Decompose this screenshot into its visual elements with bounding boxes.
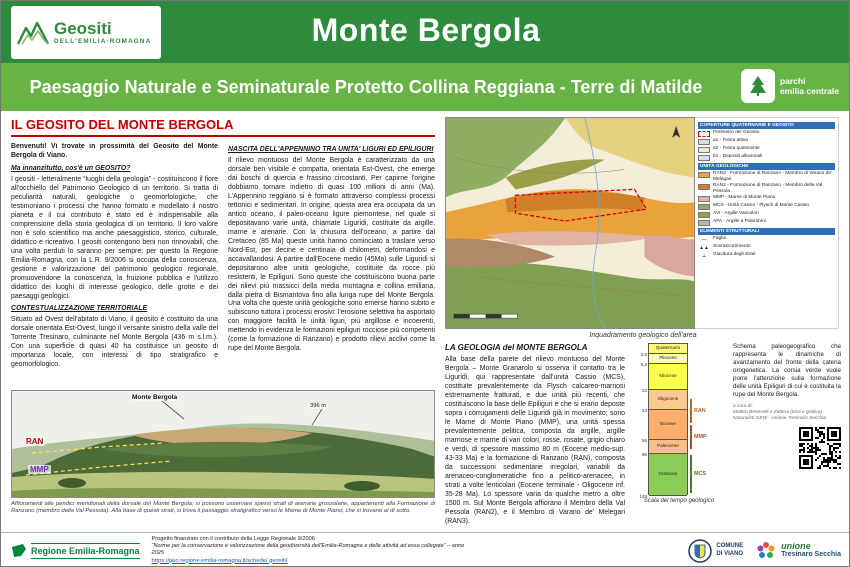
legend-item-label: a2 - Frana quiescente (713, 146, 760, 151)
legend-section-title: COPERTURE QUATERNARIE E GEOSITO (698, 122, 835, 129)
funding-line1: Progetto finanziato con il contributo della Legge Regionale 9/2006 (151, 535, 315, 542)
legend-item-label: Perimetro del Geosito (713, 130, 760, 135)
color-swatch (698, 220, 710, 226)
regione-emilia-romagna-logo (11, 543, 140, 559)
parchi-line1: parchi (779, 76, 806, 86)
legend-item (698, 195, 835, 202)
dip-symbol-icon: ⟂ (702, 253, 706, 260)
strat-ma-label: 23 (641, 388, 647, 393)
pine-tree-icon (741, 69, 775, 103)
strat-period-cell: Pliocene (649, 354, 687, 364)
strat-formation-marker: MCS (690, 455, 726, 493)
comune-line2: DI VIANO (716, 550, 744, 557)
geology-paragraph: Alla base della parete del rilievo montuoso del Monte Bergola – Monte Granarolo si osserva il contatto tra le Liguridi, qui rappresentate dall'unità Cassio (MCS), costituite prevalentemente da Flysch calcareo-marnosi estremamente fratturati, e due unità più recenti, che costituiscono la base delle Epiliguri e che si erano deposte sopra i corrugamenti delle Liguridi già in movimento; sono le Marne di Monte Piano (MMP), una unità spessa prevalentemente pelitica, composta da argille, argille marnose e marne di vari colori, rosse, rosate, grigio chiaro e verdi, di spessore massimo 80 m (Eocene medio-sup. 43-33 Ma) e la formazione di Ranzano (RAN), composta da successioni sedimentarie irregolari, variabili da arenaceo-conglomeratiche fino a pelitico-arenacee, in strati a volte lenticolari (Eocene terminale - Oligocene inf. 35-28 Ma). Lo spessore varia da qualche metro a oltre 1500 m. Sul Monte Bergola affiorano il Membro della Val Pessola (RAN2), e il Membro di Varano de' Melegari (RAN3). (445, 356, 625, 525)
elevation-label: 396 m (310, 403, 327, 409)
photo-caption: Affioramenti alle pendici meridionali della dorsale del Monte Bergola; si possono osservare spessi strati di arenarie grossolane, appartenenti alla Formazione di Ranzano (membro della Val Pessola). Alla base di questi strati, si trova il passaggio stratigrafico verso le Marne di Monte Piano, che si trovano al di sotto. (11, 501, 435, 515)
legend-item (698, 203, 835, 210)
strat-period-cell: Oligocene (649, 390, 687, 410)
legend-item (698, 183, 835, 194)
strat-ma-label: 5,3 (640, 362, 647, 367)
article-columns (11, 143, 435, 386)
map-caption: Inquadramento geologico dell'area (589, 332, 697, 339)
monte-bergola-photo (11, 390, 435, 498)
strat-column-figure (632, 343, 726, 504)
legend-item-label: Faglia (713, 236, 727, 242)
credits-line3: Naturalisti GEW - Unione Tresinaro Secchia (733, 416, 827, 422)
strat-units (639, 343, 688, 499)
comune-name (716, 543, 743, 557)
strat-period-cell: Quaternario (649, 344, 687, 354)
strat-ma-label: 56 (641, 438, 647, 443)
footer-bar (1, 532, 850, 567)
legend-item (698, 236, 835, 243)
legend-item-label: RAN3 - Formazione di Ranzano - Membro di Varano de' Melegari (713, 171, 832, 182)
strat-period-cell: Miocene (649, 364, 687, 390)
legend-item-label: MCS - Unità Cassio - Flysch di Monte Cassio (713, 203, 809, 209)
ran-unit-label: RAN (26, 437, 44, 446)
parchi-logo-text (780, 76, 839, 96)
geology-heading: LA GEOLOGIA del MONTE BERGOLA (445, 343, 588, 352)
article-title: IL GEOSITO DEL MONTE BERGOLA (11, 117, 435, 137)
strat-ma-label: 34 (641, 408, 647, 413)
schema-column (733, 343, 841, 469)
credits-line2: Matteo Benevelli e Zattera (testi e grafica) (733, 410, 823, 416)
legend-item (698, 244, 835, 251)
strat-unit (640, 344, 687, 357)
color-swatch (698, 139, 710, 145)
mmp-unit-label: MMP (30, 465, 49, 474)
legend-section-title: UNITÀ GEOLOGICHE (698, 163, 835, 170)
legend-item-label: Giacitura degli strati (713, 252, 756, 258)
parchi-line2: emilia centrale (779, 86, 839, 96)
qr-code-svg (799, 427, 841, 469)
geositi-link[interactable]: https://geo.regione.emilia-romagna.it/schede/ geositi/ (151, 557, 288, 564)
strat-period-cell: Eocene (649, 410, 687, 440)
strat-period-cell: Cretaceo (649, 454, 687, 496)
color-swatch (698, 172, 710, 178)
legend-item (698, 130, 835, 137)
legend-item (698, 211, 835, 218)
comune-di-viano-logo (688, 539, 743, 563)
unione-line1: unione (781, 541, 811, 551)
header-bar (1, 1, 850, 63)
flower-dots-icon (755, 540, 777, 562)
geosito-definition-paragraph: I geositi - letteralmente “luoghi della geologia” - costituiscono il fiore all'occhiello del Patrimonio Geologico di un territorio. Si tratta di peculiarità naturali, geologiche o geomorfologiche, che testimoniano i processi che hanno formato e modellato il nostro pianeta e il cui contributo è stato ed è indispensabile alla comprensione della storia geologica di un territorio. Il loro valore non è solo scientifico ma anche paesaggistico, storico, culturale, didattico e ricreativo. I geositi contengono beni non rinnovabili, che una volta perduti lo saranno per sempre; per questo la Regione Emilia-Romagna, con la L.R. 9/2006 si occupa della conoscenza, gestione e valorizzazione del patrimonio geologico regionale, promuovendone la conoscenza, la fruizione pubblica e l'utilizzo didattico dei luoghi di interesse geologico, delle grotte e dei paesaggi geologici. (11, 175, 218, 300)
map-legend (695, 117, 839, 329)
legend-item (698, 171, 835, 182)
territorial-context-heading: CONTESTUALIZZAZIONE TERRITORIALE (11, 305, 148, 313)
parchi-emilia-centrale-logo (741, 69, 839, 103)
geologic-map-figure (445, 117, 841, 329)
territorial-context-paragraph: Situato ad Ovest dell'abitato di Viano, il geosito è costituito da una dorsale orientata Est-Ovest, lungo il versante sinistro della valle del Torrente Tresinaro, culminante nel Monte Bergola (436 m s.l.m.). Con una superficie di quasi 40 ha costituisce un geosito di importanza locale, con interessi di tipo stratigrafico e geomorfologico. (11, 316, 218, 369)
legend-item-label: b1 - Depositi alluvionali (713, 154, 763, 159)
geology-row (445, 343, 841, 527)
article-column-1 (11, 143, 218, 386)
legend-item (698, 154, 835, 161)
color-swatch (698, 155, 710, 161)
strat-period-cell: Paleocene (649, 440, 687, 454)
legend-item (698, 138, 835, 145)
legend-item-label: AVI - Argille Varicolori (713, 211, 759, 217)
color-swatch (698, 184, 710, 190)
unione-line2: Tresinaro Secchia (781, 551, 841, 558)
legend-item (698, 146, 835, 153)
color-swatch (698, 147, 710, 153)
welcome-text: Benvenuti! Vi trovate in prossimità del Geosito del Monte Bergola di Viano. (11, 143, 218, 159)
legend-item-label: MMP - Marne di Monte Piano (713, 195, 776, 201)
color-swatch (698, 204, 710, 210)
subtitle-band (1, 63, 850, 111)
apennine-paragraph: Il rilievo montuoso del Monte Bergola è caratterizzato da una dorsale ben visibile e compatta, orientata Est-Ovest, che emerge dai boschi di quercia e frassino circostanti. Per capirne l'origine dobbiamo tornare indietro di quasi 100 milioni di anni (Ma). L'Appennino reggiano si è formato attraverso complessi processi tettonici e sedimentari. In origine, questa area era occupata da un antico oceano, il paleo-oceano ligure piemontese, nel quale si depositavano varie unità, chiamate Liguridi, costituite da argille, marne e arenarie. Con la chiusura dell'oceano, a partire dal Cretaceo (85 Ma) queste unità hanno cominciato a traslare verso Nord-Est, per decine e centinaia di chilometri, deformandosi e accavallandosi. A partire dall'Eocene medio (45Ma) sulle Liguridi si depositarono altre unità geologiche, costituite da rocce più resistenti, le Epiliguri. Sono queste che costituiscono buona parte dei rilievi più massicci della media montagna e collina emiliana, dalla pietra di Bismantova fino alla lunga rupe del Monte Bergola. Una volta che queste unità geologiche sono emerse hanno subito e subiscono tuttora i processi erosivi: l'erosione selettiva ha asportato con maggiore facilità le unità liguri, più argillose e incoerenti, mettendo in evidenza le formazioni epiliguri rocciose più competenti (come la formazione di Ranzano) e prodotto rilievi acclivi come la rupe del Monte Bergola. (228, 156, 435, 353)
protected-area-subtitle: Paesaggio Naturale e Seminaturale Protetto Collina Reggiana - Terre di Matilde (29, 77, 703, 97)
geosito-article (11, 117, 435, 516)
legend-item (698, 219, 835, 226)
peak-label: Monte Bergola (132, 394, 178, 401)
comune-crest-icon (688, 539, 712, 563)
legend-item-label: APA - Argille a Palombini (713, 219, 766, 225)
color-swatch (698, 196, 710, 202)
region-shape-icon (11, 543, 27, 559)
landscape-illustration (12, 391, 435, 498)
logo-title: Geositi (54, 19, 112, 38)
geology-panel (445, 117, 841, 527)
unione-name (781, 542, 841, 559)
funding-note (152, 536, 472, 565)
legend-section-title: ELEMENTI STRUTTURALI (698, 228, 835, 235)
legend-item (698, 252, 835, 259)
strat-caption: Scala del tempo geologico (643, 498, 715, 504)
unione-tresinaro-secchia-logo (755, 540, 841, 562)
apennine-heading: NASCITA DELL'APPENNINO TRA UNITA' LIGURI ED EPILIGURI (228, 146, 434, 153)
legend-item-label: a1 - Frana attiva (713, 138, 748, 143)
strat-ma-label: 2,6 (640, 352, 647, 357)
schema-description: Schema paleogeografico che rappresenta le dinamiche di avanzamento del fronte della catena orogenetica. La corsia verde vuole porre l'attenzione sulla formazione delle unità Epiliguri di cui è costituita la rupe del Monte Bergola. (733, 343, 841, 399)
legend-item-label: Sovrascorrimento (713, 244, 751, 250)
logo-subtitle: DELL'EMILIA-ROMAGNA (54, 38, 152, 45)
strat-markers (690, 343, 726, 495)
region-name: Regione Emilia-Romagna (31, 543, 140, 559)
page-title: Monte Bergola (311, 12, 541, 48)
thrust-symbol-icon: ▲▲ (699, 245, 709, 252)
color-swatch (698, 212, 710, 218)
strat-ma-label: 145 (639, 494, 647, 499)
geologic-map (445, 117, 695, 329)
strat-ma-label: 66 (641, 452, 647, 457)
line-symbol-icon: — (701, 237, 707, 244)
geology-text-block (445, 343, 625, 527)
funding-line2: “Norme per la conservazione e valorizzazione della geodiversità dell'Emilia-Romagna e delle attività ad essa collegate” – anno 2025 (151, 543, 465, 557)
strat-formation-marker: RAN (690, 399, 726, 423)
qr-code (733, 427, 841, 469)
legend-item-label: RAN2 - Formazione di Ranzano - Membro della Val Pessola (713, 183, 823, 194)
comune-line1: COMUNE (716, 543, 744, 550)
strat-formation-marker: MMP (690, 425, 726, 449)
color-swatch (698, 131, 710, 137)
credits-line1: a cura di: (733, 404, 753, 410)
article-column-2 (228, 143, 435, 386)
question-heading: Ma innanzitutto, cos'è un GEOSITO? (11, 164, 131, 172)
credits (733, 404, 841, 422)
